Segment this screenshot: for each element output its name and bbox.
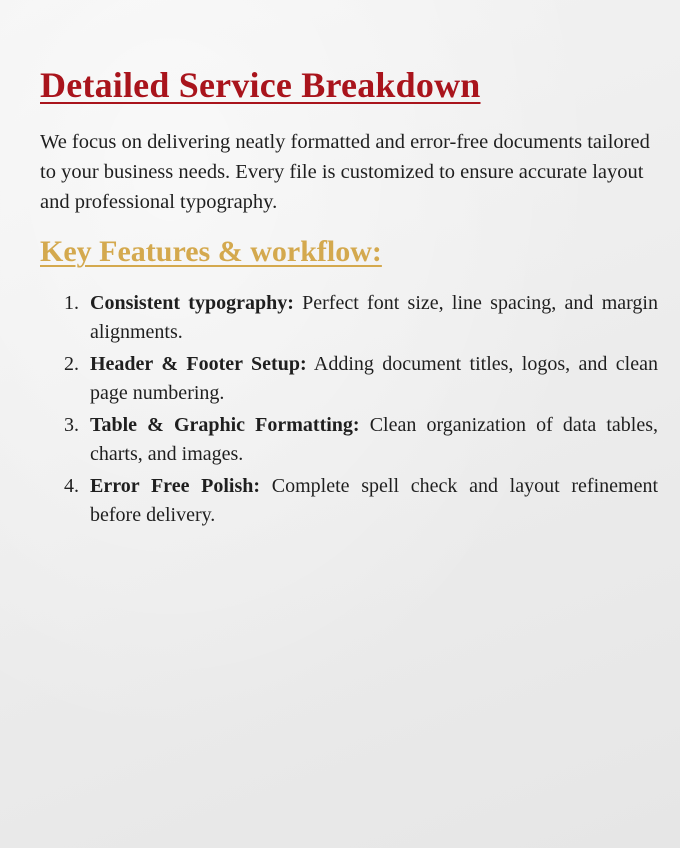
feature-number: 4.: [64, 475, 79, 497]
feature-heading: Table & Graphic Formatting:: [90, 414, 360, 436]
feature-number: 1.: [64, 292, 79, 314]
feature-item-typography: [64, 289, 658, 347]
feature-item-error-free: [64, 472, 658, 530]
features-list: [64, 289, 658, 533]
feature-item-header-footer: [64, 350, 658, 408]
feature-description: Perfect font size, line spacing, and margin alignments.: [90, 292, 658, 343]
feature-description: Clean organization of data tables, charts, and images.: [90, 414, 658, 465]
page-title: Detailed Service Breakdown: [40, 65, 481, 105]
feature-heading: Error Free Polish:: [90, 475, 261, 497]
section-heading: Key Features & workflow:: [40, 235, 382, 268]
feature-heading: Consistent typography:: [90, 292, 294, 314]
feature-number: 3.: [64, 414, 79, 436]
feature-heading: Header & Footer Setup:: [90, 353, 307, 375]
feature-item-table-graphic: [64, 411, 658, 469]
feature-description: Adding document titles, logos, and clean page numbering.: [90, 353, 658, 404]
feature-description: Complete spell check and layout refinement before delivery.: [90, 475, 658, 526]
intro-paragraph: We focus on delivering neatly formatted and error-free documents tailored to your business needs. Every file is customized to ensure accurate layout and professional typography.: [40, 131, 650, 213]
feature-number: 2.: [64, 353, 79, 375]
